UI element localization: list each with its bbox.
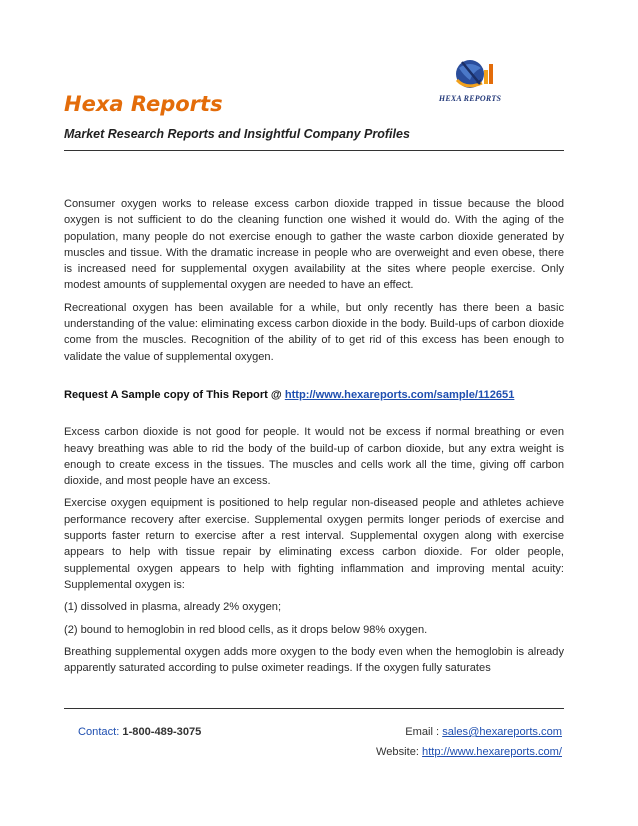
email-label: Email :	[405, 726, 443, 738]
website-link[interactable]: http://www.hexareports.com/	[422, 746, 562, 758]
paragraph-4: Exercise oxygen equipment is positioned to help regular non-diseased people and athletes achieve performance recovery after exercise. Supplemental oxygen permits longer periods of exercise and supports faster return to exercise after a rest interval. Supplemental oxygen along with exercise appears to help with tissue repair by eliminating excess carbon dioxide. For older people, supplemental oxygen appears to help with fighting inflammation and improving mental acuity: Supplemental oxygen is:	[64, 497, 564, 591]
contact-label: Contact:	[78, 726, 123, 738]
sample-request	[64, 387, 564, 403]
email-link[interactable]: sales@hexareports.com	[442, 726, 562, 738]
footer-email	[405, 726, 562, 738]
paragraph-6: (2) bound to hemoglobin in red blood cells, as it drops below 98% oxygen.	[64, 623, 428, 636]
footer-website	[376, 746, 562, 758]
brand-title: Hexa Reports	[64, 92, 223, 116]
paragraph-7: Breathing supplemental oxygen adds more oxygen to the body even when the hemoglobin is already apparently saturated according to pulse oximeter readings. If the oxygen fully saturates	[64, 645, 564, 675]
article-body	[64, 196, 564, 682]
tagline: Market Research Reports and Insightful Company Profiles	[64, 127, 410, 141]
sample-request-label: Request A Sample copy of This Report @	[64, 388, 285, 401]
footer-contact	[78, 726, 201, 738]
sample-request-link[interactable]: http://www.hexareports.com/sample/112651	[284, 388, 515, 401]
paragraph-5: (1) dissolved in plasma, already 2% oxygen;	[64, 601, 282, 614]
header-divider	[64, 150, 564, 151]
logo-text: HEXA REPORTS	[438, 94, 502, 103]
paragraph-1: Consumer oxygen works to release excess carbon dioxide trapped in tissue because the blood oxygen is not sufficient to do the cleaning function one wished it would do. With the aging of the population, many people do not exercise enough to gather the waste carbon dioxide generated by muscles and tissue. With the dramatic increase in people who are overweight and even obese, there is increased need for supplemental oxygen availability at the sites where people exercise. Only modest amounts of supplemental oxygen are needed to have an effect.	[64, 198, 564, 292]
paragraph-2: Recreational oxygen has been available for a while, but only recently has there been a basic understanding of the value: eliminating excess carbon dioxide in the body. Build-ups of carbon dioxide come from the muscles. Recognition of the ability of to get rid of this excess has been enough to validate the value of supplemental oxygen.	[64, 301, 564, 363]
paragraph-3: Excess carbon dioxide is not good for people. It would not be excess if normal breathing or even heavy breathing was able to rid the body of the build-up of carbon dioxide, but any extra weight is enough to create excess in the tissues. The muscles and cells work all the time, giving off carbon dioxide, and most people have an excess.	[64, 426, 564, 488]
website-label: Website:	[375, 746, 423, 758]
footer-divider	[64, 708, 564, 709]
contact-number: 1-800-489-3075	[122, 726, 202, 738]
